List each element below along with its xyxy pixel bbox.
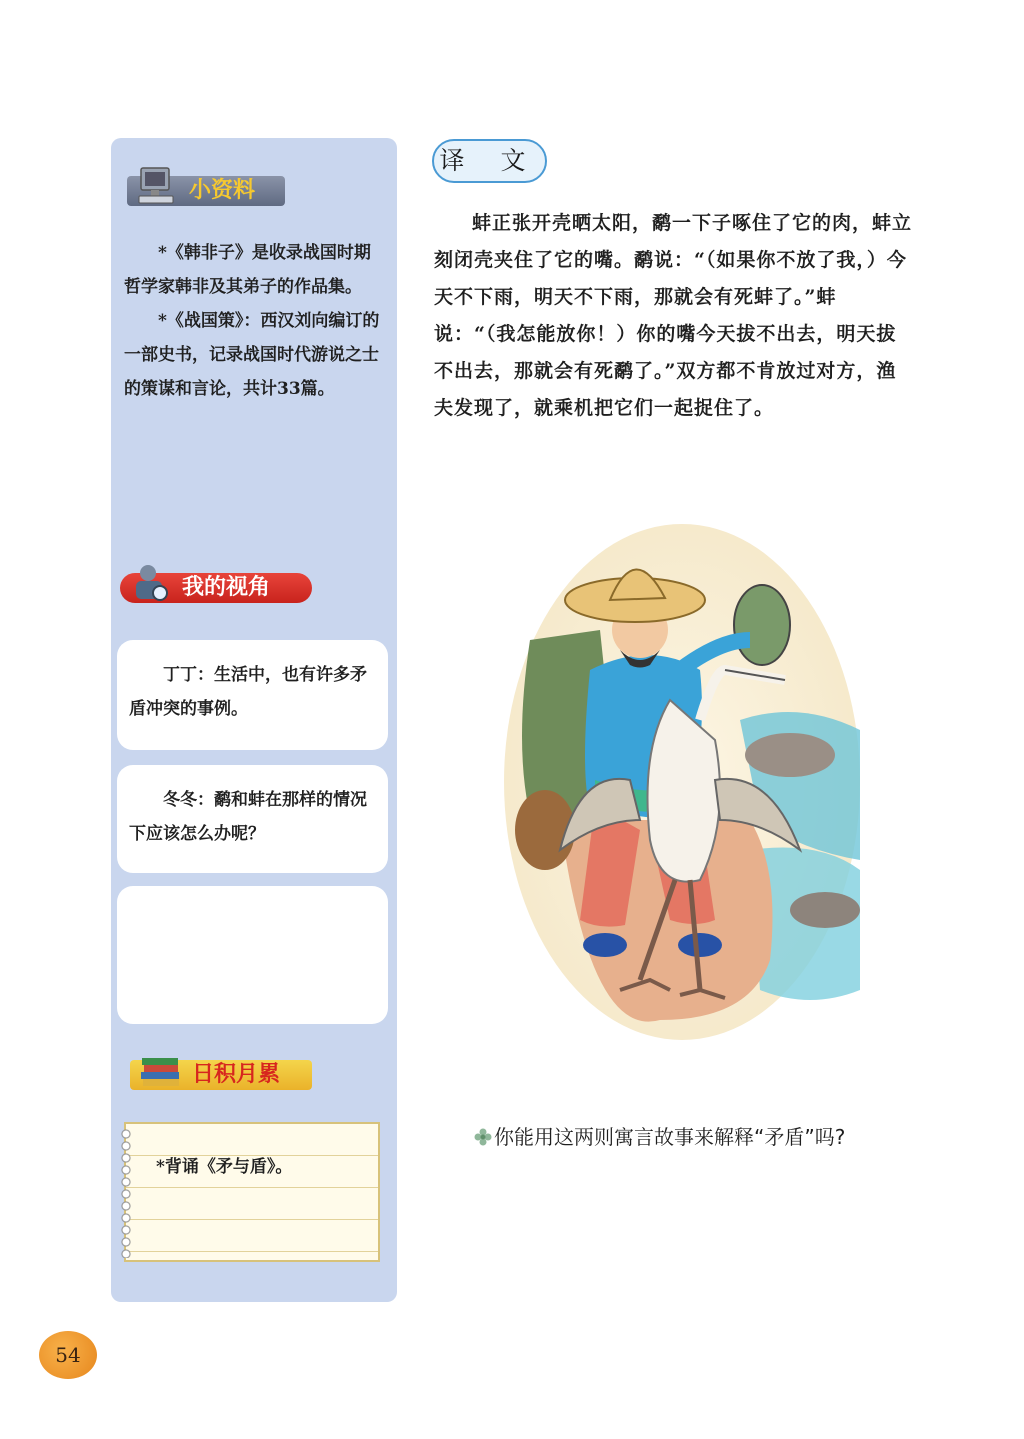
info-banner-label: 小资料 <box>189 178 256 203</box>
flower-bullet-icon <box>474 1128 492 1146</box>
accumulation-banner-label: 日积月累 <box>192 1062 281 1087</box>
comment-text: 冬冬：鹬和蚌在那样的情况下应该怎么办呢？ <box>129 790 367 844</box>
accumulation-banner <box>130 1060 312 1090</box>
info-banner <box>127 176 285 206</box>
spiral-binding <box>120 1128 132 1258</box>
camera-person-icon <box>128 561 174 605</box>
info-text <box>124 236 380 406</box>
computer-icon <box>135 164 181 208</box>
empty-comment-card <box>117 886 388 1024</box>
comment-card <box>117 640 388 750</box>
fisherman-heron-illustration <box>500 520 865 1045</box>
books-icon <box>138 1048 184 1092</box>
info-paragraph: *《韩非子》是收录战国时期哲学家韩非及其弟子的作品集。 <box>124 243 371 297</box>
view-banner-label: 我的视角 <box>182 575 271 600</box>
translation-text <box>434 205 912 427</box>
translation-heading: 译 文 <box>432 139 547 183</box>
translation-paragraph: 蚌正张开壳晒太阳，鹬一下子啄住了它的肉，蚌立刻闭壳夹住了它的嘴。鹬说：“（如果你不放了我，）今天不下雨，明天不下雨，那就会有死蚌了。”蚌说：“（我怎能放你！）你的嘴今天拔不出去，明天拔不出去，那就会有死鹬了。”双方都不肯放过对方，渔夫发现了，就乘机把它们一起捉住了。 <box>434 212 913 419</box>
view-banner <box>120 573 312 603</box>
info-paragraph: *《战国策》：西汉刘向编订的一部史书，记录战国时代游说之士的策谋和言论，共计33篇。 <box>124 311 380 399</box>
notepad <box>124 1122 380 1262</box>
discussion-question <box>434 1118 912 1156</box>
question-text: 你能用这两则寓言故事来解释“矛盾”吗? <box>494 1125 846 1149</box>
page-number: 54 <box>39 1331 97 1379</box>
notepad-text: *背诵《矛与盾》。 <box>156 1157 293 1177</box>
comment-text: 丁丁：生活中，也有许多矛盾冲突的事例。 <box>129 665 367 719</box>
comment-card <box>117 765 388 873</box>
